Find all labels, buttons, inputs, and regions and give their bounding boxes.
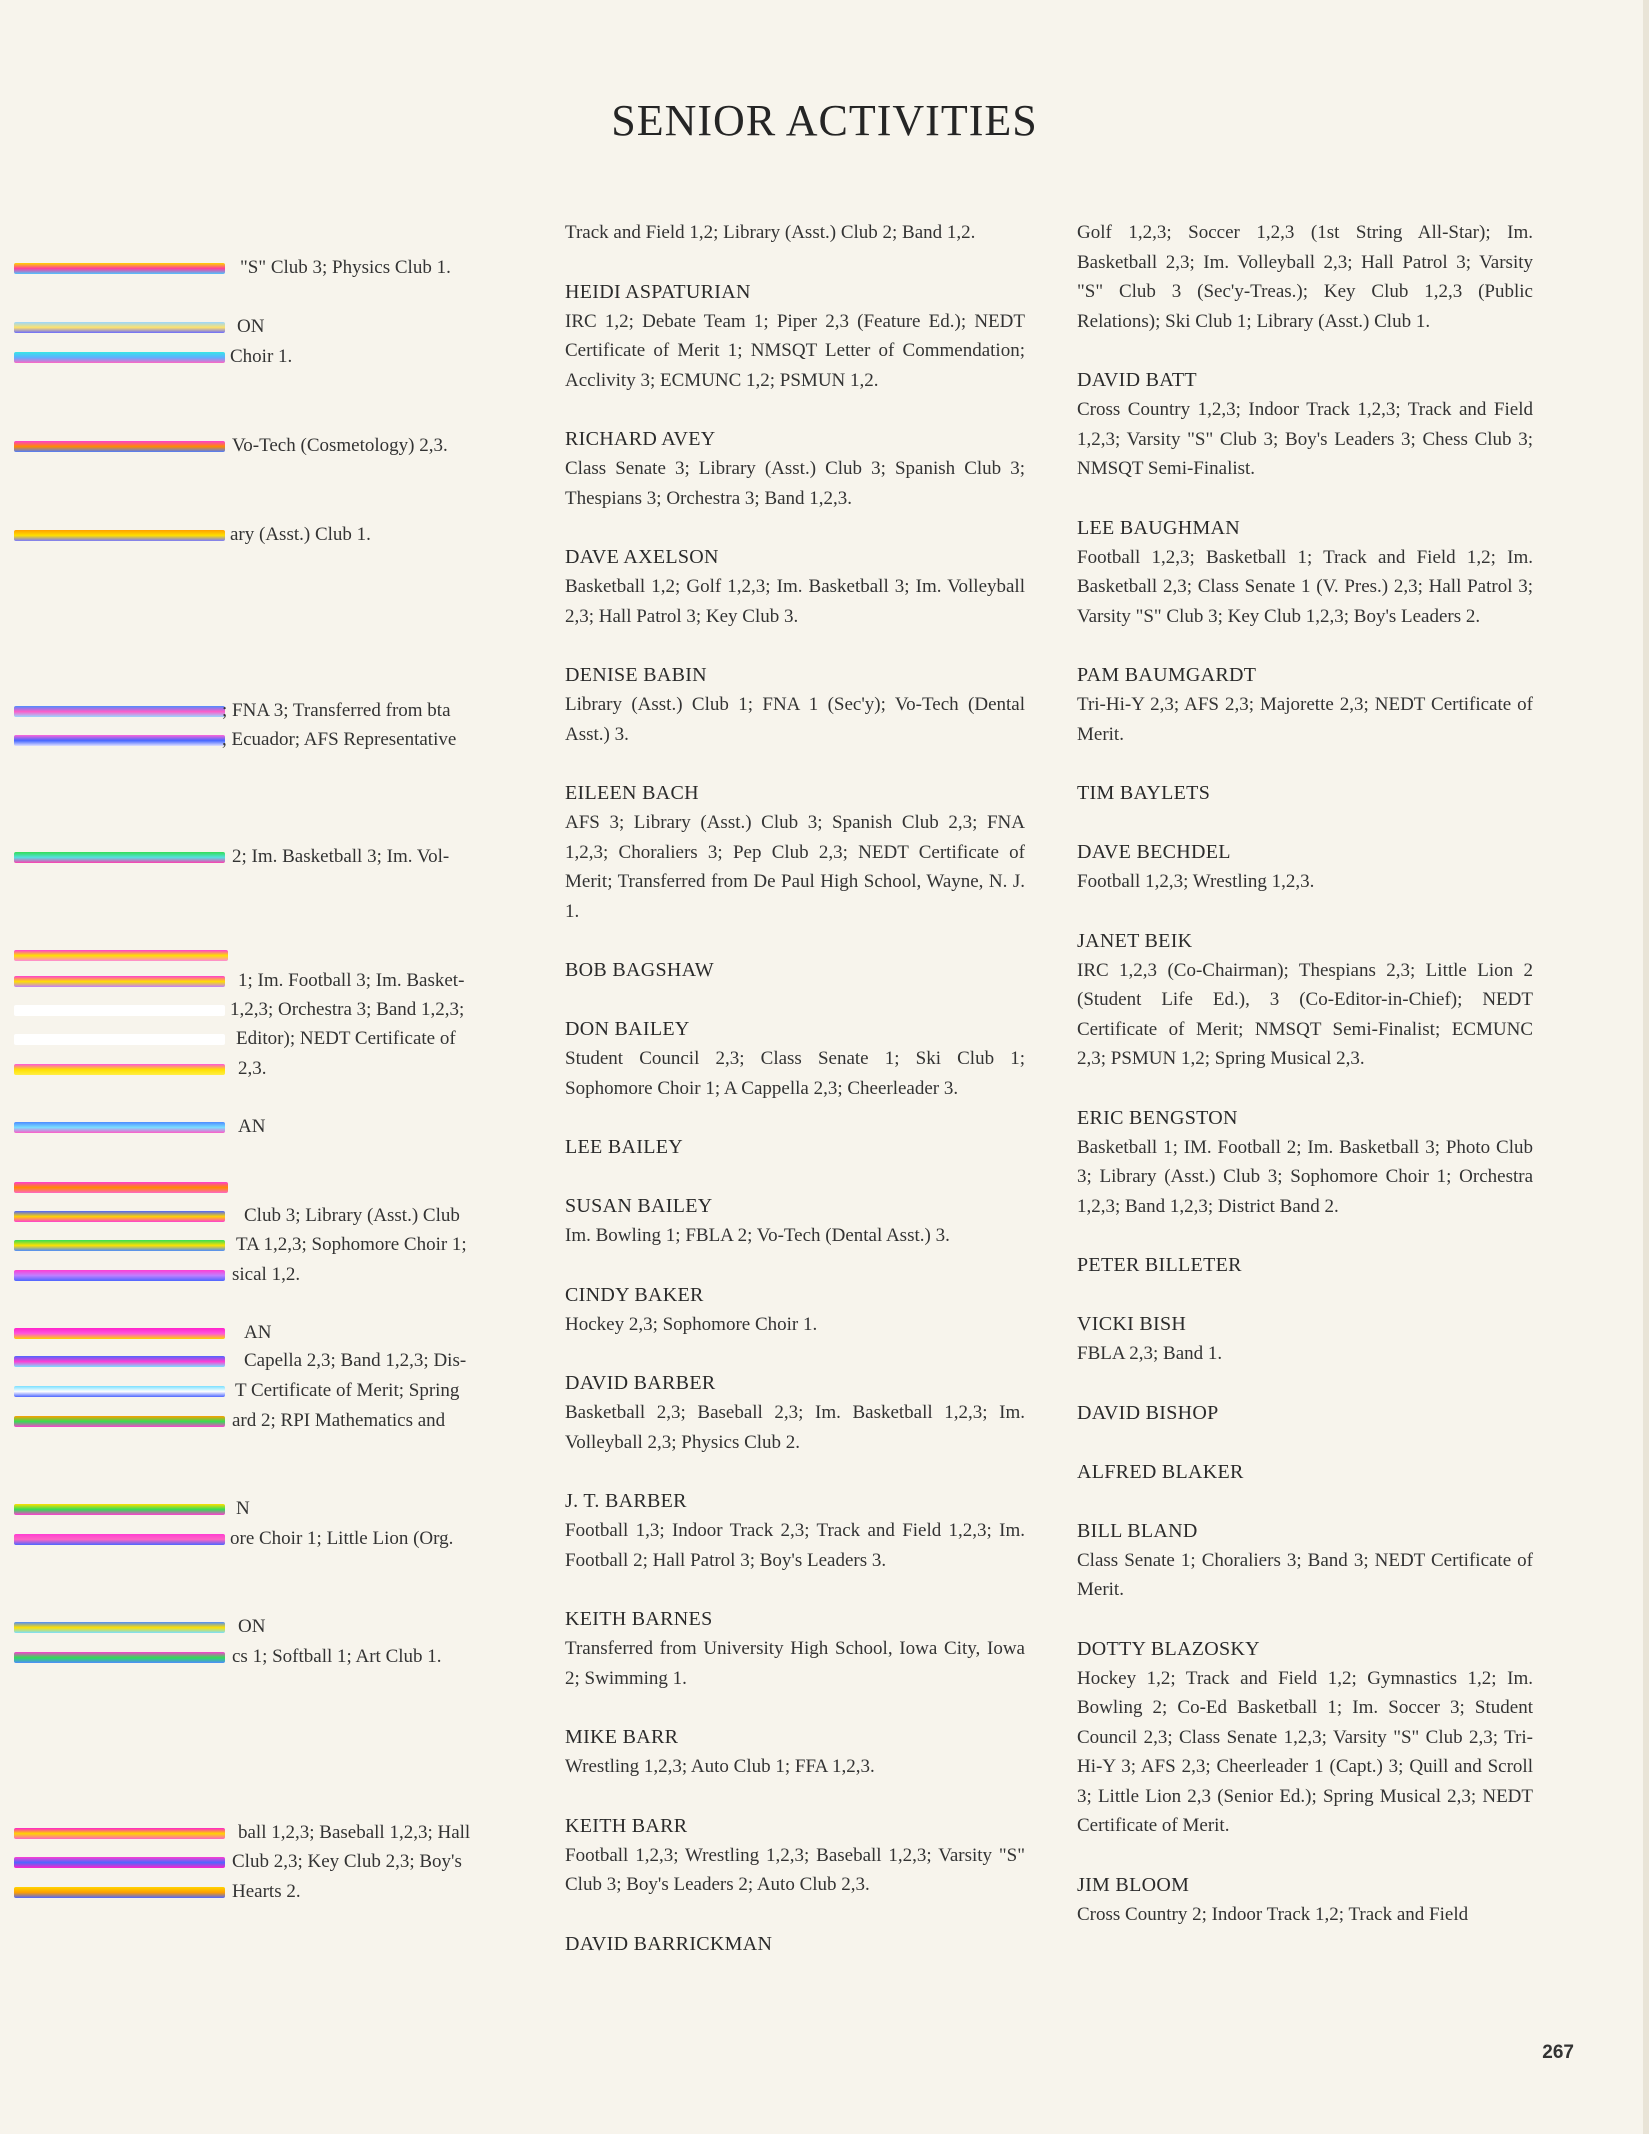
senior-name: PETER BILLETER (1077, 1254, 1242, 1276)
activity-list: Cross Country 2; Indoor Track 1,2; Track and Field (1077, 1903, 1469, 1925)
fragment-text: "S" Club 3; Physics Club 1. (240, 257, 451, 278)
senior-name: PAM BAUMGARDT (1077, 664, 1257, 686)
fragment-text: cs 1; Softball 1; Art Club 1. (232, 1646, 442, 1667)
fragment-line (0, 1260, 520, 1290)
fragment-text: ON (237, 316, 265, 337)
fragment-text: ball 1,2,3; Baseball 1,2,3; Hall (238, 1822, 471, 1843)
fragment-line (0, 1612, 520, 1642)
color-artifact-bar (14, 441, 225, 452)
fragment-line (0, 1494, 520, 1524)
fragment-line (0, 1642, 520, 1672)
senior-name: RICHARD AVEY (565, 428, 716, 450)
senior-entry (565, 1811, 1025, 1900)
senior-entry (565, 277, 1025, 396)
fragment-line (0, 696, 520, 726)
fragment-text: AN (238, 1116, 266, 1137)
senior-name: SUSAN BAILEY (565, 1195, 713, 1217)
fragment-text: T Certificate of Merit; Spring (235, 1380, 460, 1401)
color-artifact-bar (14, 1122, 225, 1133)
senior-entry (1077, 1870, 1533, 1930)
senior-entry (1077, 1457, 1533, 1487)
fragment-text: Hearts 2. (232, 1881, 301, 1902)
color-artifact-bar (14, 1652, 225, 1663)
senior-entry (565, 1929, 1025, 1959)
fragment-line (0, 253, 520, 283)
activity-list: Basketball 1; IM. Football 2; Im. Basketball 3; Photo Club 3; Library (Asst.) Club 3; Sophomore Choir 1; Orchestra 1,2,3; Band 1,2,3; District Band 2. (1077, 1136, 1533, 1217)
activity-list: Student Council 2,3; Class Senate 1; Ski Club 1; Sophomore Choir 1; A Cappella 2,3; Cheerleader 3. (565, 1048, 1025, 1099)
fragment-text: Editor); NEDT Certificate of (236, 1028, 456, 1049)
color-artifact-bar (14, 1386, 225, 1397)
color-artifact-bar (14, 1416, 225, 1427)
fragment-line (0, 1318, 520, 1348)
activity-list: IRC 1,2,3 (Co-Chairman); Thespians 2,3; Little Lion 2 (Student Life Ed.), 3 (Co-Editor-in-Chief); NEDT Certificate of Merit; NMSQT Semi-Finalist; ECMUNC 2,3; PSMUN 1,2; Spring Musical 2,3. (1077, 959, 1533, 1069)
fragment-line (0, 995, 520, 1025)
senior-entry (1077, 778, 1533, 808)
senior-entry (1077, 660, 1533, 749)
column-middle (565, 218, 1025, 1988)
color-artifact-bar (14, 735, 225, 746)
senior-name: ALFRED BLAKER (1077, 1460, 1244, 1483)
color-artifact-bar (14, 976, 225, 987)
senior-name: DAVID BATT (1077, 369, 1197, 391)
senior-entry (565, 1368, 1025, 1457)
color-artifact-bar (14, 1356, 225, 1367)
fragment-text: N (236, 1498, 250, 1519)
color-artifact-bar (14, 1270, 225, 1281)
fragment-line (0, 1847, 520, 1877)
activity-list: IRC 1,2; Debate Team 1; Piper 2,3 (Feature Ed.); NEDT Certificate of Merit 1; NMSQT Letter of Commendation; Acclivity 3; ECMUNC 1,2; PSMUN 1,2. (565, 310, 1025, 391)
color-artifact-bar (14, 1211, 225, 1222)
senior-name: DOTTY BLAZOSKY (1077, 1637, 1260, 1660)
color-artifact-bar (14, 1328, 225, 1339)
page-number: 267 (1542, 2042, 1574, 2063)
senior-name: DON BAILEY (565, 1018, 690, 1040)
senior-name: LEE BAUGHMAN (1077, 516, 1241, 539)
color-artifact-bar (14, 950, 228, 961)
fragment-text: 1,2,3; Orchestra 3; Band 1,2,3; (230, 999, 465, 1020)
fragment-line (0, 1201, 520, 1231)
color-artifact-bar (14, 852, 225, 863)
senior-entry (565, 424, 1025, 513)
color-artifact-bar (14, 1887, 225, 1898)
fragment-line (0, 1230, 520, 1260)
senior-name: BOB BAGSHAW (565, 959, 714, 981)
senior-name: KEITH BARNES (565, 1608, 713, 1630)
fragment-text: TA 1,2,3; Sophomore Choir 1; (236, 1234, 467, 1255)
page-edge (1643, 0, 1649, 2134)
fragment-line (0, 312, 520, 342)
activity-list: Cross Country 1,2,3; Indoor Track 1,2,3; Track and Field 1,2,3; Varsity "S" Club 3; Boy's Leaders 3; Chess Club 3; NMSQT Semi-Finalist. (1077, 399, 1533, 479)
activity-list: Im. Bowling 1; FBLA 2; Vo-Tech (Dental Asst.) 3. (565, 1225, 950, 1246)
activity-list: Hockey 1,2; Track and Field 1,2; Gymnastics 1,2; Im. Bowling 2; Co-Ed Basketball 1; Im. Soccer 3; Student Council 2,3; Class Senate 1,2,3; Varsity "S" Club 2,3; Tri-Hi-Y 3; AFS 2,3; Cheerleader 1 (Capt.) 3; Quill and Scroll 3; Little Lion 2,3 (Senior Ed.); Spring Musical 2,3; NEDT Certificate of Merit. (1077, 1667, 1533, 1836)
senior-name: DENISE BABIN (565, 664, 707, 686)
senior-entry (565, 542, 1025, 631)
senior-name: DAVID BARRICKMAN (565, 1932, 773, 1955)
fragment-text: Club 2,3; Key Club 2,3; Boy's (232, 1851, 462, 1872)
senior-entry (565, 1280, 1025, 1340)
color-artifact-bar (14, 1857, 225, 1868)
left-column-fragments (0, 0, 520, 2134)
fragment-line (0, 1346, 520, 1376)
fragment-text: Club 3; Library (Asst.) Club (244, 1205, 460, 1226)
senior-name: DAVID BARBER (565, 1372, 716, 1394)
fragment-text: ard 2; RPI Mathematics and (232, 1410, 446, 1431)
fragment-line (0, 1112, 520, 1142)
activity-list: Basketball 2,3; Baseball 2,3; Im. Basketball 1,2,3; Im. Volleyball 2,3; Physics Club 2. (565, 1402, 1025, 1453)
activity-list: Football 1,2,3; Wrestling 1,2,3. (1077, 871, 1315, 892)
senior-entry (565, 1132, 1025, 1162)
activity-list: Hockey 2,3; Sophomore Choir 1. (565, 1313, 818, 1335)
activity-list: FBLA 2,3; Band 1. (1077, 1343, 1223, 1364)
fragment-text: , Ecuador; AFS Representative (222, 729, 457, 750)
senior-name: JANET BEIK (1077, 929, 1193, 952)
color-artifact-bar (14, 706, 225, 717)
fragment-text: sical 1,2. (232, 1264, 301, 1285)
senior-entry (1077, 1398, 1533, 1428)
fragment-line (0, 431, 520, 461)
activity-list: Track and Field 1,2; Library (Asst.) Club 2; Band 1,2. (565, 222, 976, 243)
color-artifact-bar (14, 1828, 225, 1839)
senior-entry (1077, 926, 1533, 1074)
color-artifact-bar (14, 1005, 225, 1016)
color-artifact-bar (14, 1504, 225, 1515)
fragment-line (0, 1054, 520, 1084)
fragment-text: ON (238, 1616, 266, 1637)
page-title: SENIOR ACTIVITIES (611, 96, 1038, 145)
senior-entry (565, 1191, 1025, 1251)
activity-list: Football 1,3; Indoor Track 2,3; Track and Field 1,2,3; Im. Football 2; Hall Patrol 3; Boy's Leaders 3. (565, 1520, 1025, 1571)
fragment-text: 1; Im. Football 3; Im. Basket- (238, 970, 465, 991)
fragment-line (0, 1024, 520, 1054)
senior-name: DAVE AXELSON (565, 546, 719, 568)
fragment-text: Choir 1. (230, 346, 293, 367)
fragment-text: ; FNA 3; Transferred from bta (222, 700, 451, 721)
fragment-line (0, 342, 520, 372)
senior-name: LEE BAILEY (565, 1136, 683, 1158)
color-artifact-bar (14, 352, 225, 363)
senior-entry (565, 1014, 1025, 1103)
senior-entry (1077, 1250, 1533, 1280)
fragment-text: Vo-Tech (Cosmetology) 2,3. (232, 435, 448, 456)
fragment-line (0, 1818, 520, 1848)
activity-list: Tri-Hi-Y 2,3; AFS 2,3; Majorette 2,3; NEDT Certificate of Merit. (1077, 694, 1533, 745)
color-artifact-bar (14, 263, 225, 274)
color-artifact-bar (14, 1240, 225, 1251)
color-artifact-bar (14, 1034, 225, 1045)
fragment-text: 2; Im. Basketball 3; Im. Vol- (232, 846, 450, 867)
fragment-line (0, 1877, 520, 1907)
senior-name: MIKE BARR (565, 1726, 679, 1748)
activity-list: Library (Asst.) Club 1; FNA 1 (Sec'y); Vo-Tech (Dental Asst.) 3. (565, 694, 1025, 745)
senior-entry (565, 1486, 1025, 1575)
senior-entry (565, 218, 1025, 248)
fragment-line (0, 966, 520, 996)
senior-entry (565, 660, 1025, 749)
color-artifact-bar (14, 530, 225, 541)
senior-entry (1077, 1103, 1533, 1222)
activity-list: Basketball 1,2; Golf 1,2,3; Im. Basketball 3; Im. Volleyball 2,3; Hall Patrol 3; Key Club 3. (565, 576, 1025, 627)
activity-list: Football 1,2,3; Wrestling 1,2,3; Baseball 1,2,3; Varsity "S" Club 3; Boy's Leaders 2; Auto Club 2,3. (565, 1844, 1025, 1895)
senior-entry (1077, 837, 1533, 897)
activity-list: Wrestling 1,2,3; Auto Club 1; FFA 1,2,3. (565, 1756, 875, 1777)
senior-name: EILEEN BACH (565, 782, 699, 804)
activity-list: Transferred from University High School, Iowa City, Iowa 2; Swimming 1. (565, 1638, 1025, 1689)
senior-name: HEIDI ASPATURIAN (565, 280, 751, 303)
fragment-line (0, 725, 520, 755)
activity-list: Class Senate 1; Choraliers 3; Band 3; NEDT Certificate of Merit. (1077, 1549, 1533, 1600)
senior-entry (1077, 1634, 1533, 1841)
fragment-text: ary (Asst.) Club 1. (230, 524, 371, 545)
senior-entry (565, 1722, 1025, 1782)
color-artifact-bar (14, 322, 225, 333)
senior-name: DAVE BECHDEL (1077, 841, 1231, 863)
senior-name: CINDY BAKER (565, 1283, 704, 1306)
senior-entry (1077, 1309, 1533, 1369)
senior-name: JIM BLOOM (1077, 1873, 1190, 1896)
fragment-line (0, 1524, 520, 1554)
senior-name: KEITH BARR (565, 1814, 688, 1837)
fragment-line (0, 1172, 520, 1202)
fragment-line (0, 520, 520, 550)
senior-entry (565, 955, 1025, 985)
senior-entry (565, 778, 1025, 926)
color-artifact-bar (14, 1622, 225, 1633)
color-artifact-bar (14, 1064, 225, 1075)
senior-name: VICKI BISH (1077, 1313, 1187, 1335)
senior-name: BILL BLAND (1077, 1519, 1198, 1542)
activity-list: Football 1,2,3; Basketball 1; Track and Field 1,2; Im. Basketball 2,3; Class Senate 1 (V. Pres.) 2,3; Hall Patrol 3; Varsity "S" Club 3; Key Club 1,2,3; Boy's Leaders 2. (1077, 546, 1533, 627)
activity-list: AFS 3; Library (Asst.) Club 3; Spanish Club 2,3; FNA 1,2,3; Choraliers 3; Pep Club 2,3; NEDT Certificate of Merit; Transferred from De Paul High School, Wayne, N. J. 1. (565, 812, 1025, 922)
senior-entry (1077, 365, 1533, 484)
color-artifact-bar (14, 1182, 228, 1193)
color-artifact-bar (14, 1534, 225, 1545)
fragment-line (0, 1406, 520, 1436)
senior-entry (1077, 513, 1533, 632)
senior-name: DAVID BISHOP (1077, 1401, 1219, 1424)
fragment-text: 2,3. (238, 1058, 267, 1079)
fragment-line (0, 1376, 520, 1406)
fragment-text: Capella 2,3; Band 1,2,3; Dis- (244, 1350, 467, 1371)
activity-list: Golf 1,2,3; Soccer 1,2,3 (1st String All-Star); Im. Basketball 2,3; Im. Volleyball 2,3; Hall Patrol 3; Varsity "S" Club 3 (Sec'y-Treas.); Key Club 1,2,3 (Public Relations); Ski Club 1; Library (Asst.) Club 1. (1077, 222, 1533, 332)
senior-entry (1077, 218, 1533, 336)
column-right (1077, 218, 1533, 1958)
senior-name: ERIC BENGSTON (1077, 1106, 1238, 1129)
senior-name: TIM BAYLETS (1077, 782, 1211, 804)
fragment-text: AN (244, 1322, 272, 1343)
fragment-text: ore Choir 1; Little Lion (Org. (230, 1528, 454, 1549)
senior-entry (1077, 1516, 1533, 1605)
activity-list: Class Senate 3; Library (Asst.) Club 3; Spanish Club 3; Thespians 3; Orchestra 3; Band 1,2,3. (565, 458, 1025, 509)
senior-name: J. T. BARBER (565, 1490, 687, 1512)
fragment-line (0, 842, 520, 872)
senior-entry (565, 1604, 1025, 1693)
